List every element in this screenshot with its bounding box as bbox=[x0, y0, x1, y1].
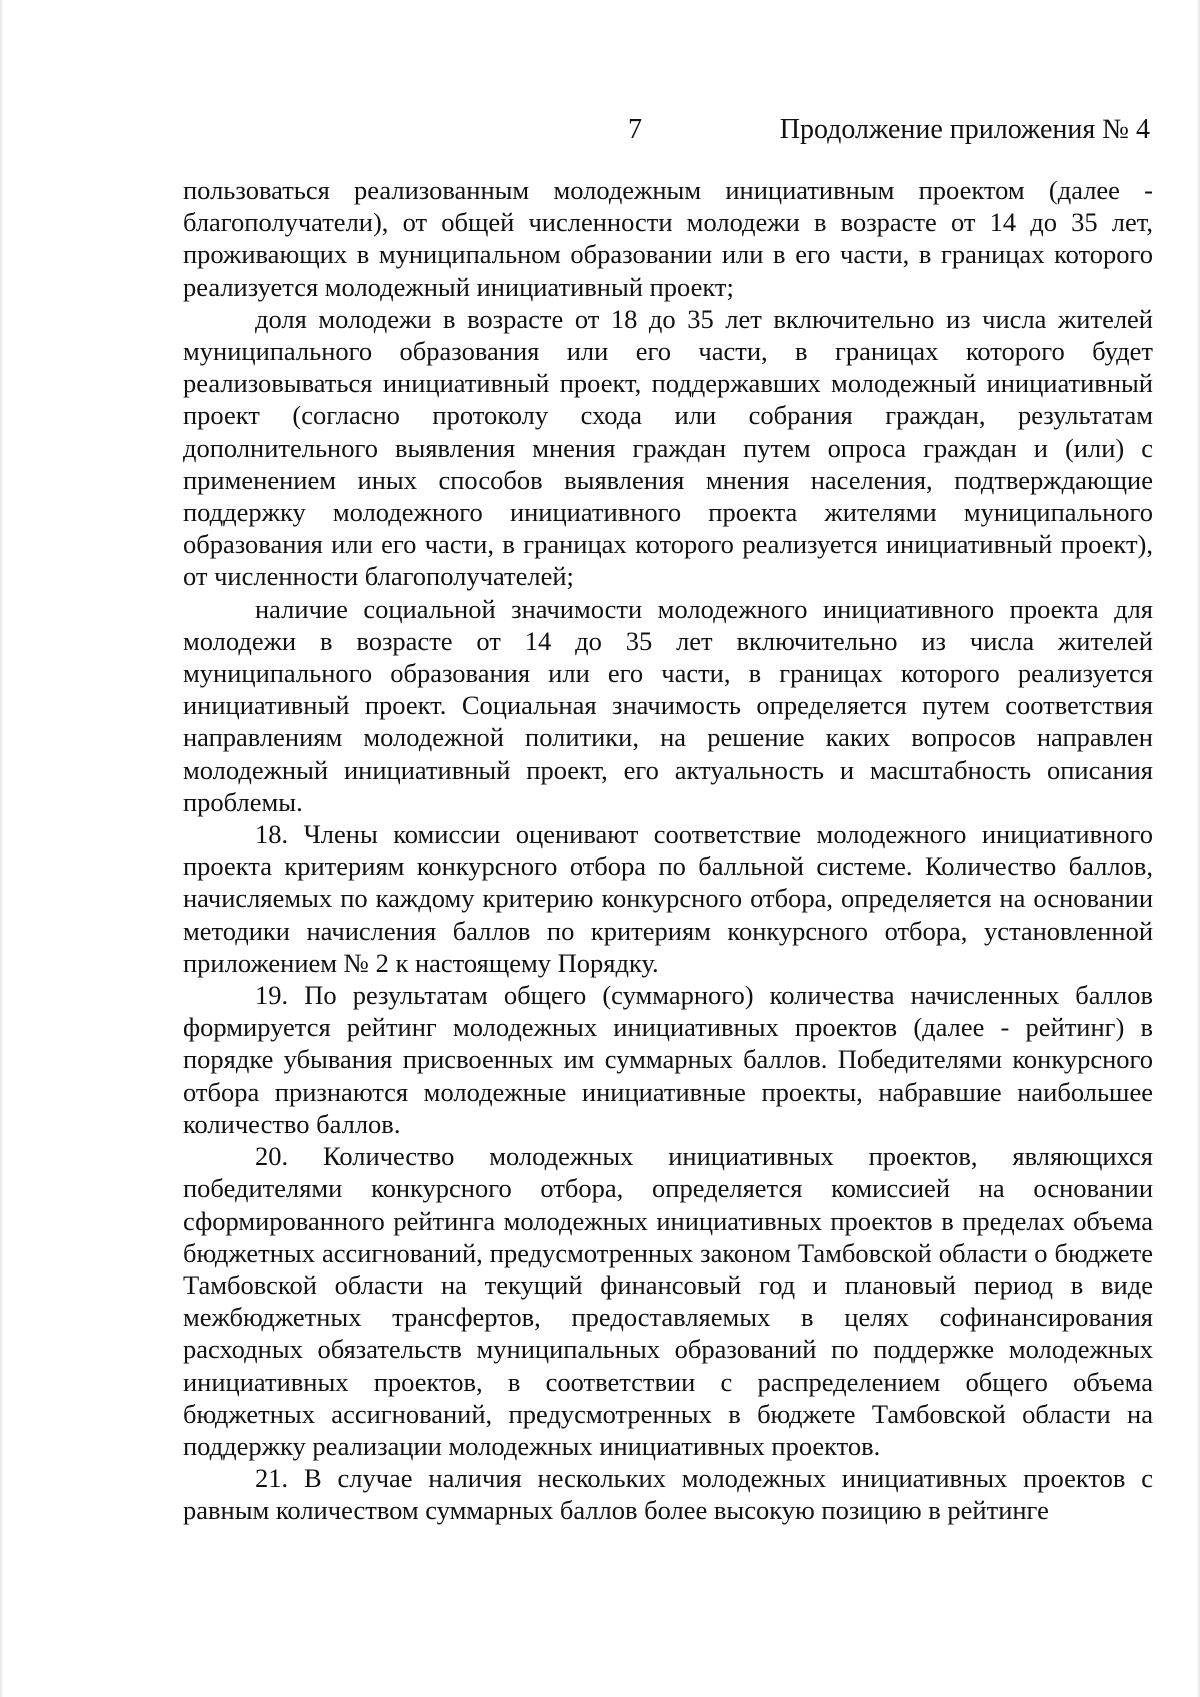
scan-edge-right bbox=[1196, 0, 1200, 1697]
paragraph-item-21: 21. В случае наличия нескольких молодежных инициативных проектов с равным количеством суммарных баллов более высокую позицию в рейтинге bbox=[183, 1463, 1153, 1526]
paragraph-item-20: 20. Количество молодежных инициативных проектов, являющихся победителями конкурсного отбора, определяется комиссией на основании сформированного рейтинга молодежных инициативных проектов в пределах объема бюджетных ассигнований, предусмотренных законом Тамбовской области о бюджете Тамбовской области на текущий финансовый год и плановый период в виде межбюджетных трансфертов, предоставляемых в целях софинансирования расходных обязательств муниципальных образований по поддержке молодежных инициативных проектов, в соответствии с распределением общего объема бюджетных ассигнований, предусмотренных в бюджете Тамбовской области на поддержку реализации молодежных инициативных проектов. bbox=[183, 1141, 1153, 1461]
paragraph-beneficiaries: пользоваться реализованным молодежным инициативным проектом (далее - благополучатели), от общей численности молодежи в возрасте от 14 до 35 лет, проживающих в муниципальном образовании или в его части, в границах которого реализуется молодежный инициативный проект; bbox=[183, 175, 1153, 302]
page-number: 7 bbox=[628, 114, 642, 145]
paragraph-item-18: 18. Члены комиссии оценивают соответствие молодежного инициативного проекта критериям конкурсного отбора по балльной системе. Количество баллов, начисляемых по каждому критерию конкурсного отбора, определяется на основании методики начисления баллов по критериям конкурсного отбора, установленной приложением № 2 к настоящему Порядку. bbox=[183, 819, 1153, 978]
appendix-continuation-label: Продолжение приложения № 4 bbox=[779, 114, 1150, 145]
document-body bbox=[183, 174, 1153, 1527]
page-header bbox=[0, 110, 1200, 150]
paragraph-youth-share: доля молодежи в возрасте от 18 до 35 лет включительно из числа жителей муниципального образования или его части, в границах которого будет реализовываться инициативный проект, поддержавших молодежный инициативный проект (согласно протоколу схода или собрания граждан, результатам дополнительного выявления мнения граждан путем опроса граждан и (или) с применением иных способов выявления мнения населения, подтверждающие поддержку молодежного инициативного проекта жителями муниципального образования или его части, в границах которого реализуется инициативный проект), от численности благополучателей; bbox=[183, 303, 1153, 592]
paragraph-social-significance: наличие социальной значимости молодежного инициативного проекта для молодежи в возрасте от 14 до 35 лет включительно из числа жителей муниципального образования или его части, в границах которого реализуется инициативный проект. Социальная значимость определяется путем соответствия направлениям молодежной политики, на решение каких вопросов направлен молодежный инициативный проект, его актуальность и масштабность описания проблемы. bbox=[183, 593, 1153, 817]
paragraph-item-19: 19. По результатам общего (суммарного) количества начисленных баллов формируется рейтинг молодежных инициативных проектов (далее - рейтинг) в порядке убывания присвоенных им суммарных баллов. Победителями конкурсного отбора признаются молодежные инициативные проекты, набравшие наибольшее количество баллов. bbox=[183, 980, 1153, 1139]
scan-edge-left bbox=[0, 0, 4, 1697]
